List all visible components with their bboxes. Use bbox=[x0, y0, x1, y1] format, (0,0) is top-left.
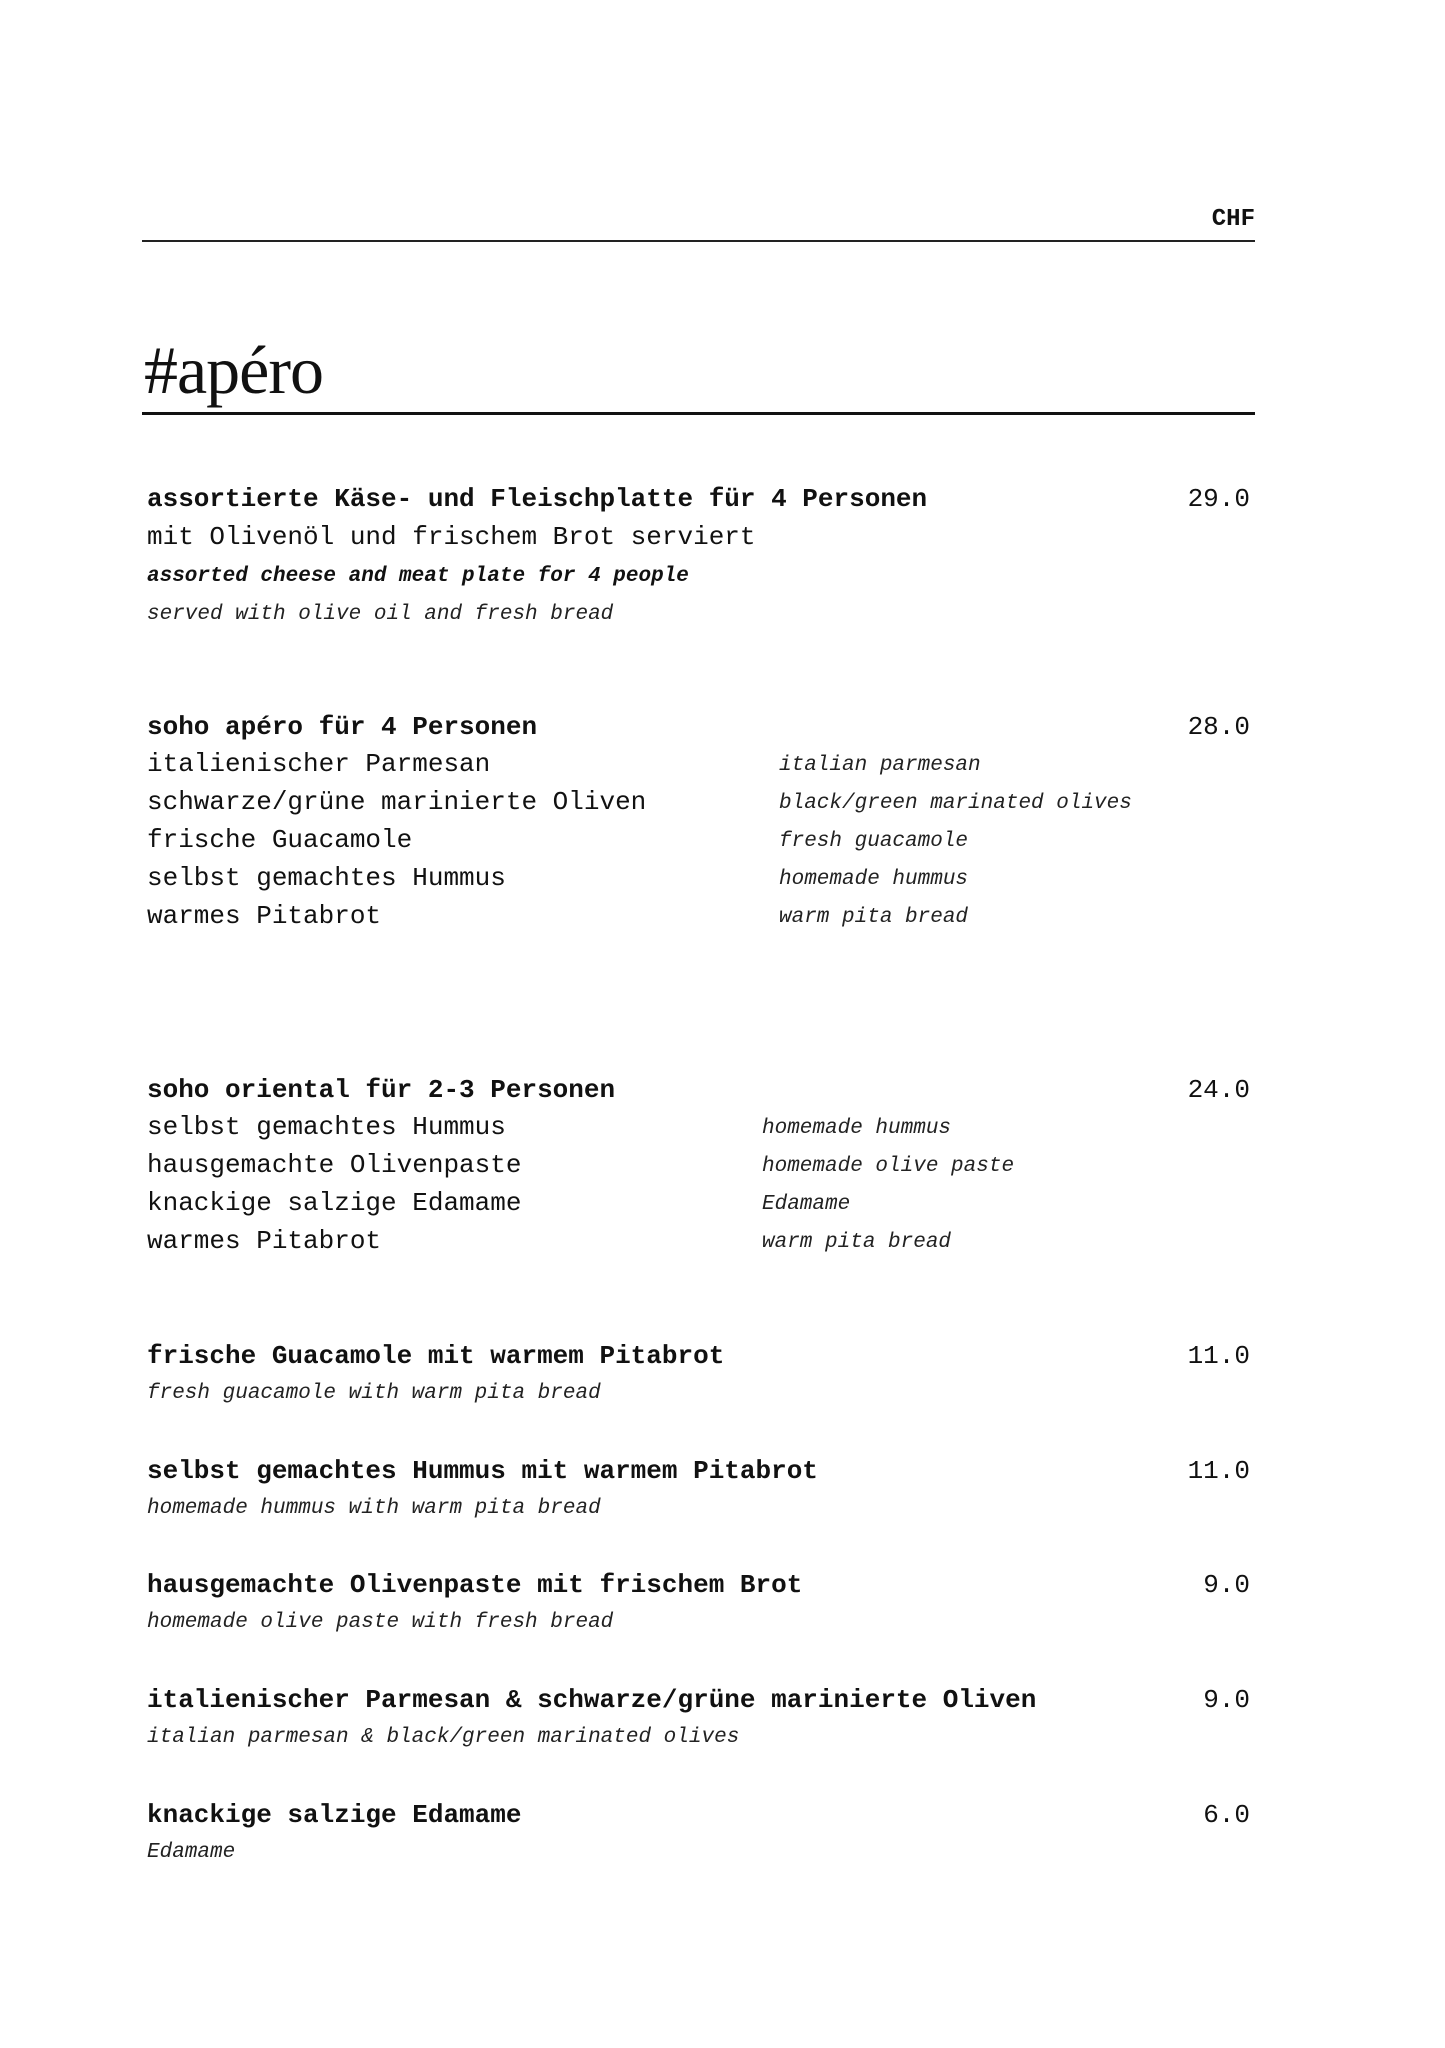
item-price: 11.0 bbox=[1187, 1341, 1250, 1371]
item-price: 11.0 bbox=[1187, 1456, 1250, 1486]
item-price: 24.0 bbox=[1187, 1075, 1250, 1105]
component-en: fresh guacamole bbox=[779, 830, 969, 853]
item-title: frische Guacamole mit warmem Pitabrot bbox=[147, 1341, 725, 1371]
item-description-en: italian parmesan & black/green marinated olives bbox=[147, 1726, 740, 1749]
title-divider bbox=[142, 412, 1255, 415]
item-price: 29.0 bbox=[1187, 484, 1250, 514]
item-title: hausgemachte Olivenpaste mit frischem Brot bbox=[147, 1570, 803, 1600]
component-en: black/green marinated olives bbox=[779, 792, 1132, 815]
item-price: 9.0 bbox=[1203, 1685, 1250, 1715]
component-en: homemade hummus bbox=[779, 868, 969, 891]
component-de: schwarze/grüne marinierte Oliven bbox=[147, 787, 647, 817]
header-divider bbox=[142, 240, 1255, 242]
component-en: homemade hummus bbox=[762, 1117, 952, 1140]
currency-label: CHF bbox=[1211, 206, 1255, 233]
item-title: selbst gemachtes Hummus mit warmem Pitabrot bbox=[147, 1456, 818, 1486]
item-description-en: fresh guacamole with warm pita bread bbox=[147, 1382, 601, 1405]
item-title: knackige salzige Edamame bbox=[147, 1800, 522, 1830]
component-en: warm pita bread bbox=[762, 1231, 952, 1254]
component-de: frische Guacamole bbox=[147, 825, 413, 855]
component-de: knackige salzige Edamame bbox=[147, 1188, 522, 1218]
item-description-en: homemade hummus with warm pita bread bbox=[147, 1497, 601, 1520]
component-de: hausgemachte Olivenpaste bbox=[147, 1150, 522, 1180]
component-de: warmes Pitabrot bbox=[147, 1226, 382, 1256]
components-list-en bbox=[779, 747, 1132, 937]
item-description-en: homemade olive paste with fresh bread bbox=[147, 1611, 614, 1634]
item-price: 9.0 bbox=[1203, 1570, 1250, 1600]
item-title: italienischer Parmesan & schwarze/grüne marinierte Oliven bbox=[147, 1685, 1037, 1715]
item-price: 28.0 bbox=[1187, 712, 1250, 742]
item-title: soho apéro für 4 Personen bbox=[147, 712, 538, 742]
component-en: Edamame bbox=[762, 1193, 851, 1216]
components-list-de bbox=[147, 745, 646, 935]
component-en: italian parmesan bbox=[779, 754, 981, 777]
components-list-en bbox=[762, 1110, 1014, 1262]
item-description-de: mit Olivenöl und frischem Brot serviert bbox=[147, 522, 756, 552]
component-en: homemade olive paste bbox=[762, 1155, 1015, 1178]
item-title: soho oriental für 2-3 Personen bbox=[147, 1075, 616, 1105]
item-description-en: Edamame bbox=[147, 1841, 236, 1864]
components-list-de bbox=[147, 1108, 521, 1260]
component-de: italienischer Parmesan bbox=[147, 749, 491, 779]
item-description-en: served with olive oil and fresh bread bbox=[147, 603, 614, 626]
component-en: warm pita bread bbox=[779, 906, 969, 929]
item-title: assortierte Käse- und Fleischplatte für 4 Personen bbox=[147, 484, 928, 514]
component-de: selbst gemachtes Hummus bbox=[147, 1112, 506, 1142]
page-title: #apéro bbox=[144, 332, 324, 408]
item-title-en: assorted cheese and meat plate for 4 people bbox=[147, 565, 689, 588]
component-de: warmes Pitabrot bbox=[147, 901, 382, 931]
component-de: selbst gemachtes Hummus bbox=[147, 863, 506, 893]
item-price: 6.0 bbox=[1203, 1800, 1250, 1830]
